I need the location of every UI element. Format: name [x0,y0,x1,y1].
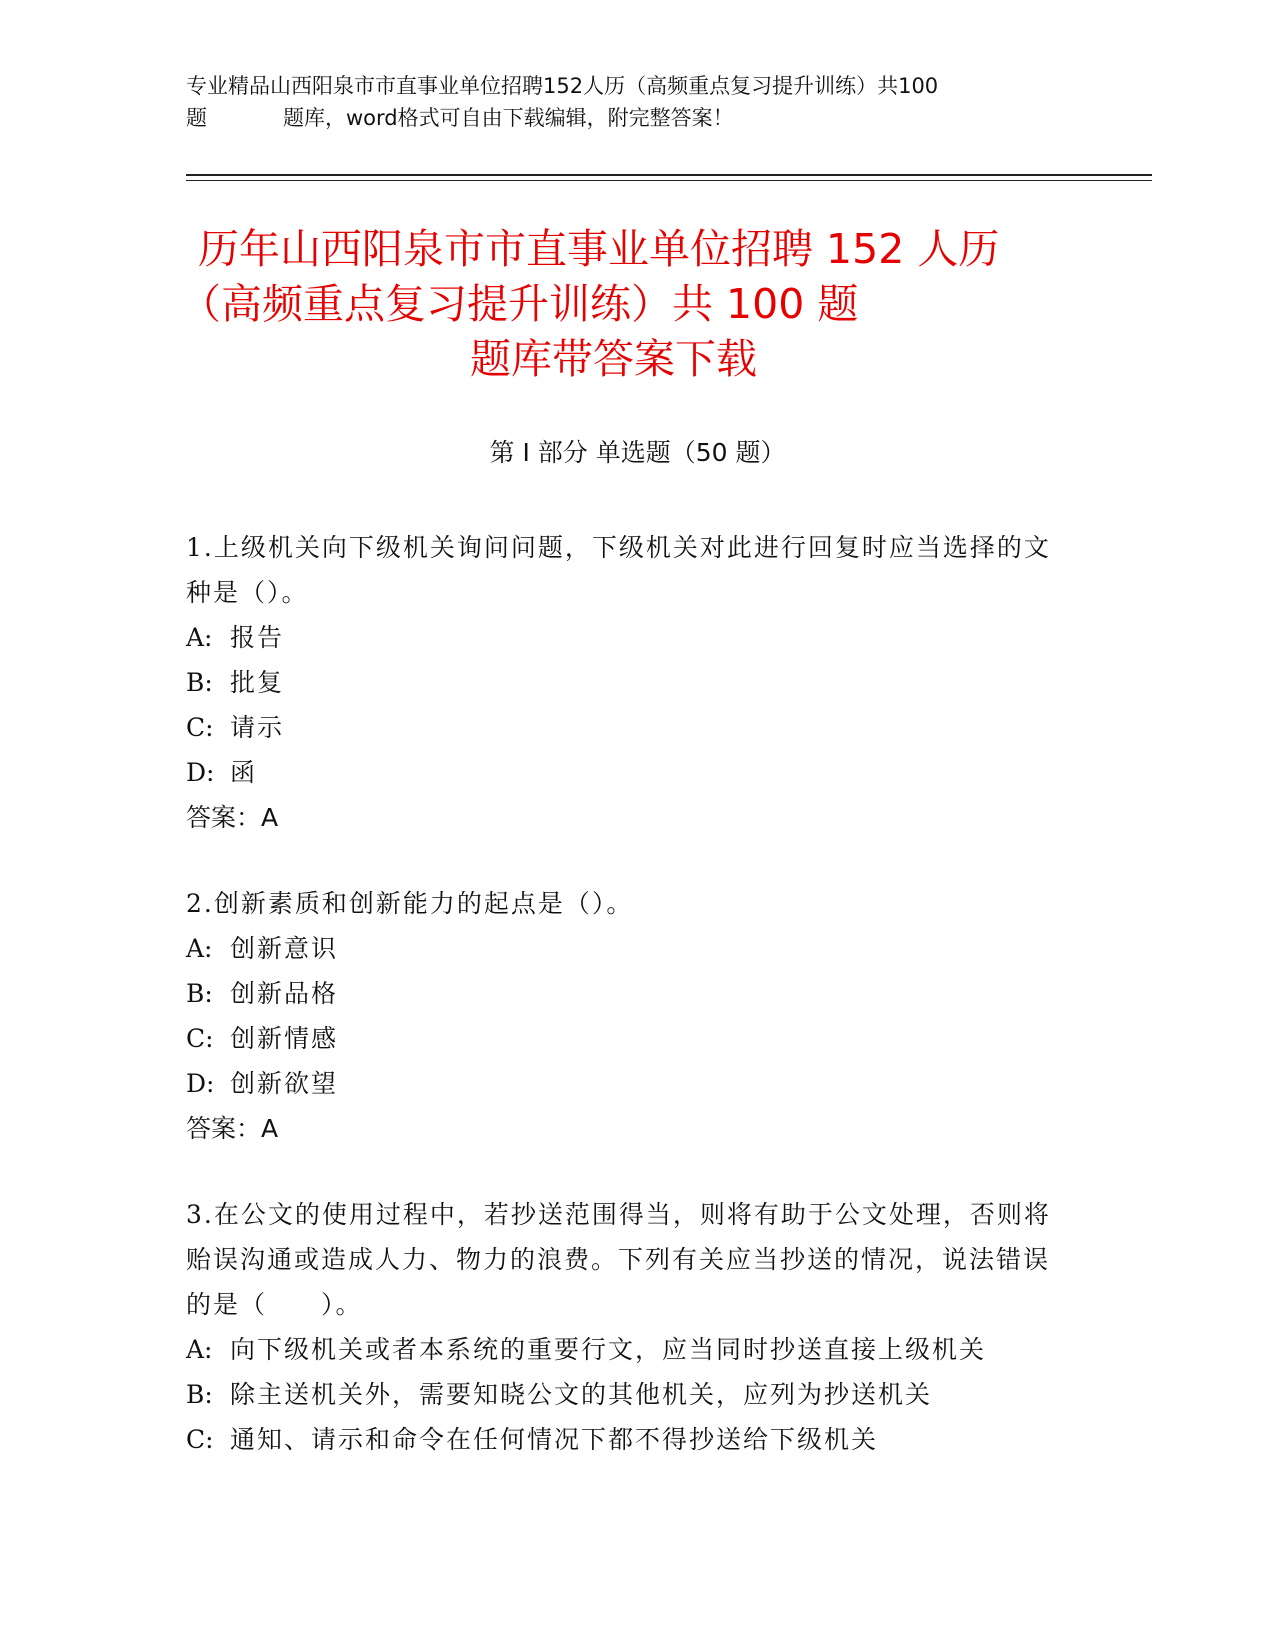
option-key: C: [186,1024,214,1053]
option-text: 向下级机关或者本系统的重要行文，应当同时抄送直接上级机关 [230,1335,987,1364]
header-note-line-2-start: 题 [186,106,207,130]
option-text: 创新意识 [230,934,339,963]
header-note-line-1: 专业精品山西阳泉市市直事业单位招聘152人历（高频重点复习提升训练）共100 [186,74,939,98]
option-text: 创新情感 [230,1024,339,1053]
option-c [186,1417,1066,1462]
question-3 [186,1192,1066,1462]
question-text: 1.上级机关向下级机关询问问题，下级机关对此进行回复时应当选择的文种是（）。 [186,533,1051,607]
option-text: 创新欲望 [230,1069,339,1098]
question-1 [186,525,1066,840]
option-key: B: [186,1380,213,1409]
option-key: A: [186,1335,213,1364]
option-key: A: [186,934,213,963]
option-key: C: [186,713,214,742]
option-key: A: [186,623,213,652]
option-text: 函 [230,758,258,787]
header-divider-thick [186,174,1152,176]
option-text: 报告 [230,623,285,652]
question-text: 3.在公文的使用过程中，若抄送范围得当，则将有助于公文处理，否则将贻误沟通或造成人力、物力的浪费。下列有关应当抄送的情况，说法错误的是（ ）。 [186,1200,1051,1319]
document-title-line-3: 题库带答案下载 [470,335,757,383]
header-note [186,70,1086,134]
option-key: D: [186,1069,215,1098]
document-title [150,222,1130,387]
option-text: 除主送机关外，需要知晓公文的其他机关，应列为抄送机关 [230,1380,933,1409]
option-text: 通知、请示和命令在任何情况下都不得抄送给下级机关 [230,1425,879,1454]
option-a [186,926,1066,971]
answer: 答案：A [186,803,279,832]
option-d [186,750,1066,795]
option-a [186,1327,1066,1372]
option-text: 批复 [230,668,285,697]
question-text: 2.创新素质和创新能力的起点是（）。 [186,889,634,918]
document-title-line-2: （高频重点复习提升训练）共 100 题 [180,280,859,328]
header-divider-thin [186,180,1152,181]
option-text: 创新品格 [230,979,339,1008]
option-b [186,1372,1066,1417]
option-c [186,1016,1066,1061]
option-key: C: [186,1425,214,1454]
option-d [186,1061,1066,1106]
option-b [186,971,1066,1016]
option-a [186,615,1066,660]
header-note-gap [207,102,283,134]
answer: 答案：A [186,1114,279,1143]
document-title-line-1: 历年山西阳泉市市直事业单位招聘 152 人历 [198,225,1000,273]
header-note-line-2-end: 题库，word格式可自由下载编辑，附完整答案！ [283,106,734,130]
option-key: D: [186,758,215,787]
option-b [186,660,1066,705]
option-c [186,705,1066,750]
option-text: 请示 [230,713,285,742]
question-2 [186,881,1066,1151]
question-list [186,525,1066,1503]
option-key: B: [186,668,213,697]
section-title: 第 I 部分 单选题（50 题） [489,438,786,467]
header-note-line-2 [186,102,1086,134]
option-key: B: [186,979,213,1008]
